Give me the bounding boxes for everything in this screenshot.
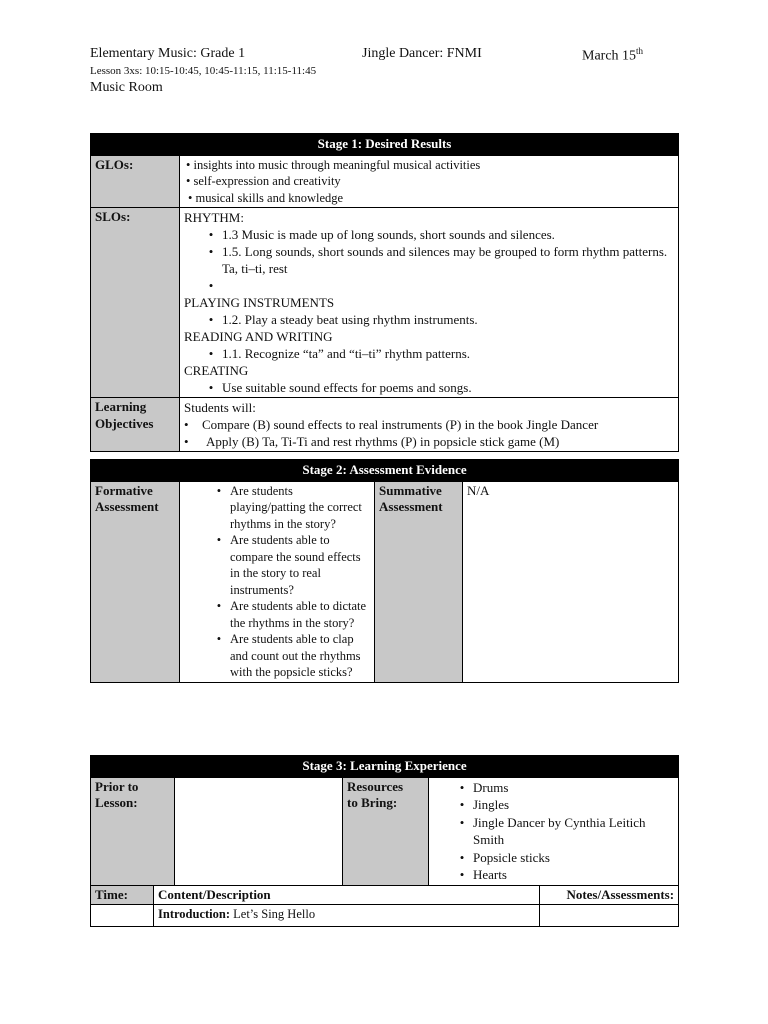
lesson-title: Jingle Dancer: FNMI: [362, 46, 482, 61]
resource-item: • Drums: [459, 779, 509, 795]
stage1-table: [90, 133, 679, 452]
resource-item: • Jingle Dancer by Cynthia Leitich Smith: [459, 814, 646, 847]
summative-value: N/A: [463, 481, 679, 682]
stage1-title: Stage 1: Desired Results: [91, 134, 679, 156]
glo-item: • self-expression and creativity: [186, 174, 341, 188]
slos-label: SLOs:: [91, 208, 180, 398]
lo-item: • Compare (B) sound effects to real instruments (P) in the book Jingle Dancer: [184, 417, 599, 432]
formative-item: • Are students able to compare the sound effects in the story to real instruments?: [216, 533, 361, 597]
resources-cell: [429, 777, 679, 885]
slo-item: • 1.2. Play a steady beat using rhythm instruments.: [208, 312, 478, 327]
lo-intro: Students will:: [184, 400, 256, 415]
content-label: Content/Description: [154, 885, 540, 905]
stage3-title: Stage 3: Learning Experience: [91, 756, 679, 778]
time-cell: [91, 905, 154, 927]
resource-item: • Popsicle sticks: [459, 849, 550, 865]
intro-cell: Introduction: Let’s Sing Hello: [154, 905, 540, 927]
glo-item: • insights into music through meaningful musical activities: [186, 157, 481, 172]
creating-heading: CREATING: [184, 363, 249, 378]
slo-item: •: [208, 278, 214, 293]
stage2-table: [90, 459, 679, 683]
course-title: Elementary Music: Grade 1: [90, 46, 246, 61]
formative-label: Formative Assessment: [91, 481, 180, 682]
slos-cell: [180, 208, 679, 398]
glos-label: GLOs:: [91, 155, 180, 208]
learning-objectives-cell: [180, 398, 679, 452]
location: Music Room: [90, 80, 163, 95]
lo-item: • Apply (B) Ta, Ti-Ti and rest rhythms (P) in popsicle stick game (M): [184, 434, 560, 449]
rhythm-heading: RHYTHM:: [184, 210, 244, 225]
prior-label: Prior to Lesson:: [91, 777, 175, 885]
lesson-times: Lesson 3xs: 10:15-10:45, 10:45-11:15, 11:15-11:45: [90, 65, 317, 77]
lesson-date: March 15th: [582, 46, 644, 64]
glo-item: • musical skills and knowledge: [188, 190, 344, 205]
resources-label: Resources to Bring:: [343, 777, 429, 885]
notes-label: Notes/Assessments:: [540, 885, 679, 905]
formative-item: • Are students playing/patting the correct rhythms in the story?: [216, 483, 362, 531]
reading-heading: READING AND WRITING: [184, 329, 333, 344]
time-label: Time:: [91, 885, 154, 905]
slo-item: • 1.3 Music is made up of long sounds, short sounds and silences.: [208, 227, 555, 242]
slo-item: • 1.1. Recognize “ta” and “ti–ti” rhythm patterns.: [208, 346, 470, 361]
slo-item: • 1.5. Long sounds, short sounds and silences may be grouped to form rhythm patterns. Ta, ti–ti, rest: [208, 244, 668, 276]
stage2-title: Stage 2: Assessment Evidence: [91, 460, 679, 482]
summative-label: Summative Assessment: [375, 481, 463, 682]
prior-cell: [175, 777, 343, 885]
resource-item: • Jingles: [459, 797, 510, 812]
playing-heading: PLAYING INSTRUMENTS: [184, 295, 335, 310]
formative-item: • Are students able to clap and count out the rhythms with the popsicle sticks?: [216, 632, 361, 679]
formative-item: • Are students able to dictate the rhythms in the story?: [216, 599, 367, 630]
glos-cell: [180, 155, 679, 208]
learning-objectives-label: Learning Objectives: [91, 398, 180, 452]
slo-item: • Use suitable sound effects for poems and songs.: [208, 380, 472, 395]
resource-item: • Hearts: [459, 867, 507, 882]
formative-cell: [180, 481, 375, 682]
notes-cell: [540, 905, 679, 927]
stage3-table: [90, 755, 679, 927]
